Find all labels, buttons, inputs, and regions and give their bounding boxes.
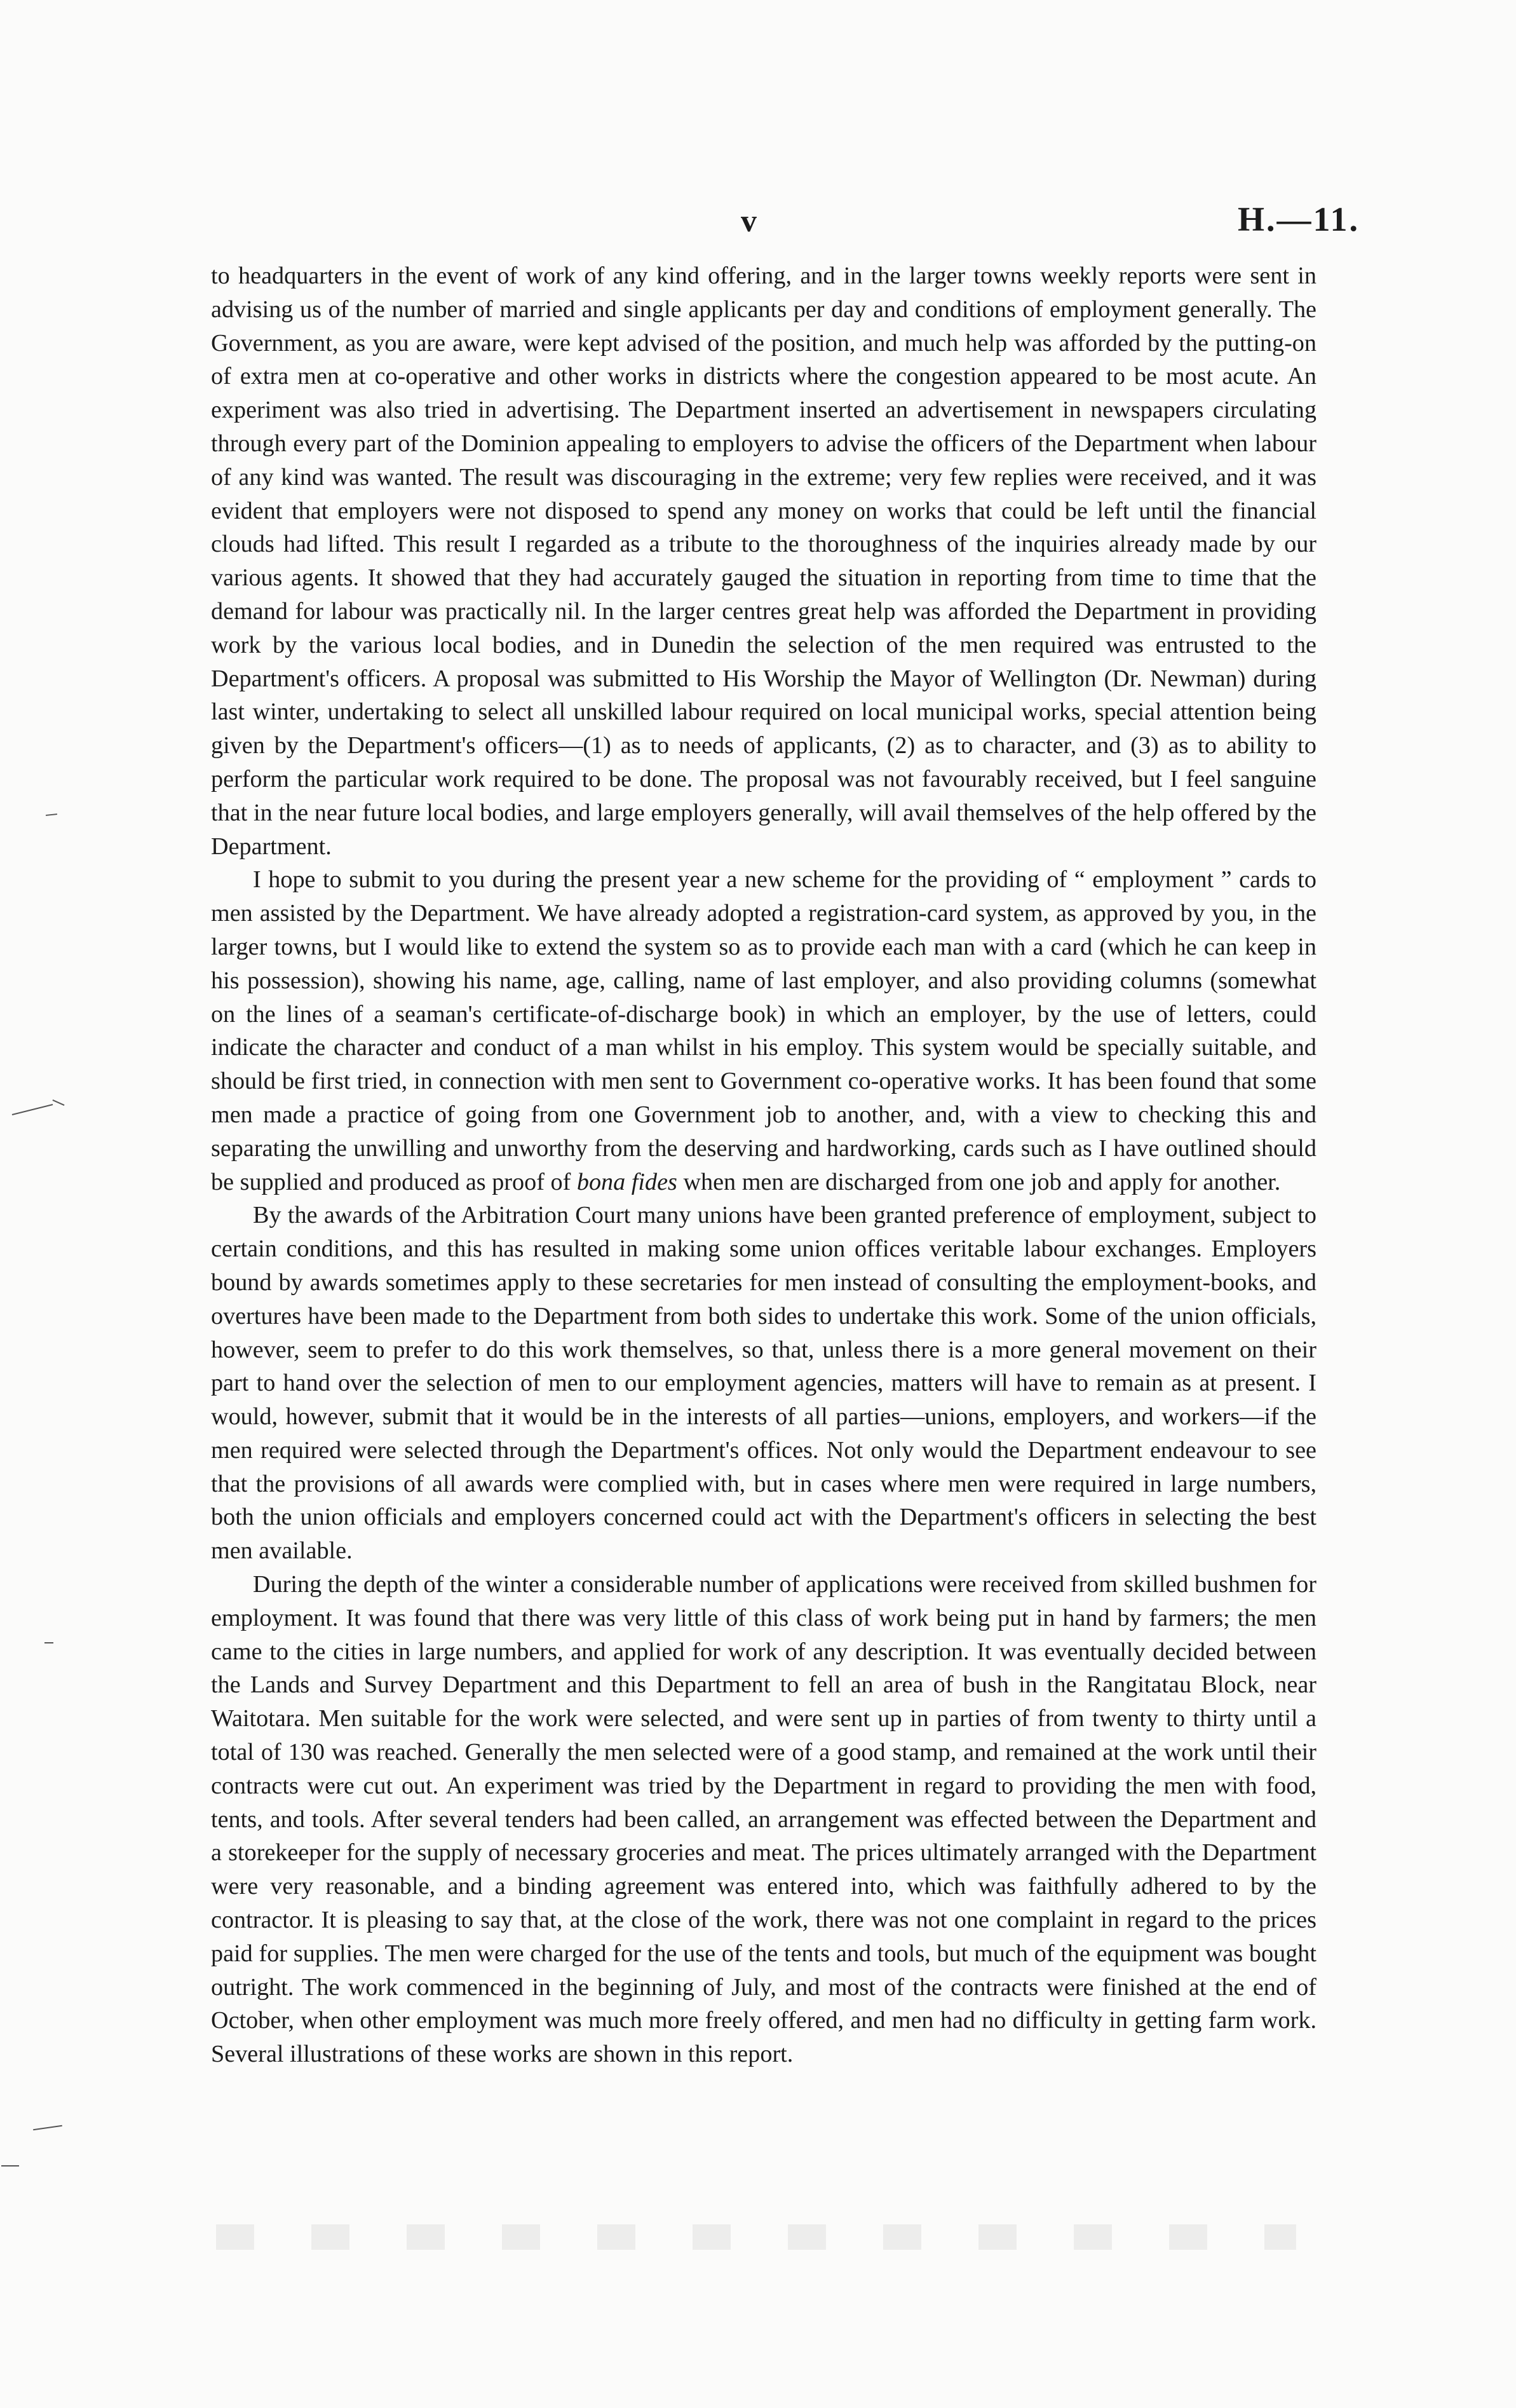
paragraph-4 [211, 1568, 1316, 2071]
paragraph-3-text: By the awards of the Arbitration Court many unions have been granted preference of employment, subject to certain conditions, and this has resulted in making some union offices veritable labour exchanges. Employers bound by awards sometimes apply to these secretaries for men instead of consulting the employment-books, and overtures have been made to the Department from both sides to undertake this work. Some of the union officials, however, seem to prefer to do this work themselves, so that, unless there is a more general movement on their part to hand over the selection of men to our employment agencies, matters will have to remain as at present. I would, however, submit that it would be in the interests of all parties—unions, employers, and workers—if the men required were selected through the Department's offices. Not only would the Department endeavour to see that the provisions of all awards were complied with, but in cases where men were required in large numbers, both the union officials and employers concerned could act with the Department's officers in selecting the best men available. [211, 1202, 1316, 1565]
paragraph-2-text-end: when men are discharged from one job and apply for another. [677, 1168, 1281, 1195]
paragraph-3 [211, 1199, 1316, 1568]
paragraph-1-text: to headquarters in the event of work of any kind offering, and in the larger towns weekly reports were sent in advising us of the number of married and single applicants per day and conditions of employment generally. The Government, as you are aware, were kept advised of the position, and much help was afforded by the putting-on of extra men at co-operative and other works in districts where the congestion appeared to be most acute. An experiment was also tried in advertising. The Department inserted an advertisement in newspapers circulating through every part of the Dominion appealing to employers to advise the officers of the Department when labour of any kind was wanted. The result was discouraging in the extreme; very few replies were received, and it was evident that employers were not disposed to spend any money on works that could be left until the financial clouds had lifted. This result I regarded as a tribute to the thoroughness of the inquiries already made by our various agents. It showed that they had accurately gauged the situation in reporting from time to time that the demand for labour was practically nil. In the larger centres great help was afforded the Department in providing work by the various local bodies, and in Dunedin the selection of the men required was entrusted to the Department's officers. A proposal was submitted to His Worship the Mayor of Wellington (Dr. Newman) during last winter, undertaking to select all unskilled labour required on local municipal works, special attention being given by the Department's officers—(1) as to needs of applicants, (2) as to character, and (3) as to ability to perform the particular work required to be done. The proposal was not favourably received, but I feel sanguine that in the near future local bodies, and large employers generally, will avail themselves of the help offered by the Department. [211, 262, 1316, 860]
margin-mark [46, 813, 57, 816]
paragraph-2-italic-text: bona fides [576, 1168, 677, 1195]
margin-mark [1, 2165, 19, 2167]
paragraph-2 [211, 863, 1316, 1199]
page-number: v [741, 203, 758, 238]
margin-mark [33, 2125, 62, 2130]
margin-mark [44, 1642, 53, 1643]
paragraph-1 [211, 259, 1316, 863]
bleed-through-shadow [216, 2224, 1296, 2250]
margin-mark [12, 1104, 53, 1115]
paragraph-2-text: I hope to submit to you during the present year a new scheme for the providing of “ employment ” cards to men assisted by the Department. We have already adopted a registration-card system, as approved by you, in the larger towns, but I would like to extend the system so as to provide each man with a card (which he can keep in his possession), showing his name, age, calling, name of last employer, and also providing columns (somewhat on the lines of a seaman's certificate-of-discharge book) in which an employer, by the use of letters, could indicate the character and conduct of a man whilst in his employ. This system would be specially suitable, and should be first tried, in connection with men sent to Government co-operative works. It has been found that some men made a practice of going from one Government job to another, and, with a view to checking this and separating the unwilling and unworthy from the deserving and hardworking, cards such as I have outlined should be supplied and produced as proof of [211, 866, 1316, 1195]
paragraph-4-text: During the depth of the winter a considerable number of applications were received from skilled bushmen for employment. It was found that there was very little of this class of work being put in hand by farmers; the men came to the cities in large numbers, and applied for work of any description. It was eventually decided between the Lands and Survey Department and this Department to fell an area of bush in the Rangitatau Block, near Waitotara. Men suitable for the work were selected, and were sent up in parties of from twenty to thirty until a total of 130 was reached. Generally the men selected were of a good stamp, and remained at the work until their contracts were cut out. An experiment was tried by the Department in regard to providing the men with food, tents, and tools. After several tenders had been called, an arrangement was effected between the Department and a storekeeper for the supply of necessary groceries and meat. The prices ultimately arranged with the Department were very reasonable, and a binding agreement was entered into, which was faithfully adhered to by the contractor. It is pleasing to say that, at the close of the work, there was not one complaint in regard to the prices paid for supplies. The men were charged for the use of the tents and tools, but much of the equipment was bought outright. The work commenced in the beginning of July, and most of the contracts were finished at the end of October, when other employment was much more freely offered, and men had no difficulty in getting farm work. Several illustrations of these works are shown in this report. [211, 1571, 1316, 2068]
margin-mark [52, 1099, 64, 1106]
report-body [211, 259, 1316, 2071]
page-header [0, 202, 1516, 247]
document-code: H.—11. [1238, 200, 1360, 238]
